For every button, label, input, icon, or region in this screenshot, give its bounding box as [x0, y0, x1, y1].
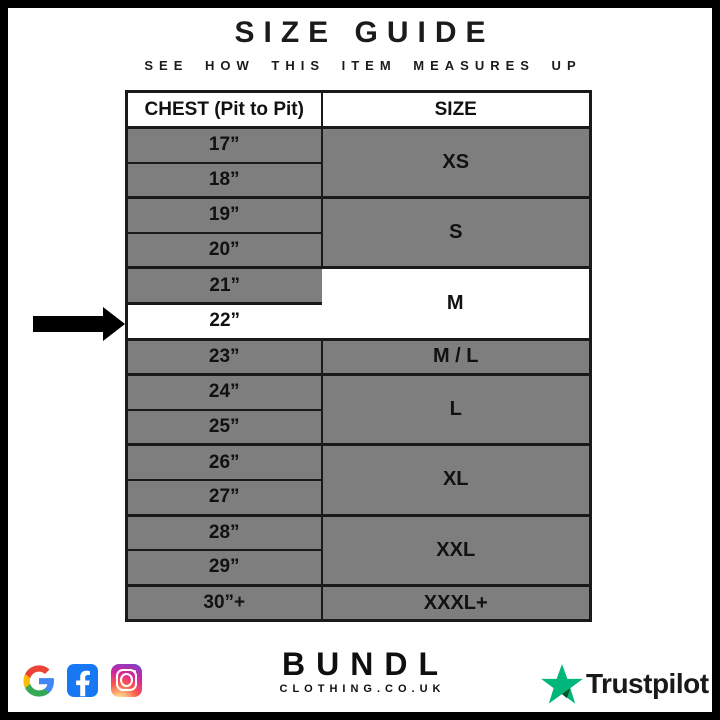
- size-cell: S: [322, 198, 591, 268]
- size-cell: XS: [322, 128, 591, 198]
- chest-measurement-cell: 30”+: [127, 585, 322, 621]
- chest-measurement-cell: 27”: [127, 480, 322, 515]
- chest-measurement-cell: 20”: [127, 233, 322, 268]
- size-cell: XL: [322, 445, 591, 515]
- brand-logo-text: BUNDL: [282, 646, 449, 682]
- indicator-arrow-icon: [33, 307, 125, 341]
- chest-measurement-cell: 23”: [127, 339, 322, 375]
- chest-measurement-cell: 18”: [127, 163, 322, 198]
- page-subtitle: SEE HOW THIS ITEM MEASURES UP: [144, 58, 582, 73]
- chest-measurement-cell: 19”: [127, 198, 322, 233]
- chest-measurement-cell: 26”: [127, 445, 322, 480]
- chest-measurement-cell: 24”: [127, 375, 322, 410]
- size-cell: M / L: [322, 339, 591, 375]
- table-header-row: [127, 92, 591, 128]
- chest-measurement-cell: 25”: [127, 410, 322, 445]
- size-cell: XXL: [322, 515, 591, 585]
- size-cell: M: [322, 268, 591, 339]
- table-row: [127, 339, 591, 375]
- table-row: [127, 198, 591, 233]
- table-row: [127, 585, 591, 621]
- page-title: SIZE GUIDE: [234, 16, 495, 49]
- chest-measurement-cell: 29”: [127, 550, 322, 585]
- table-row: [127, 128, 591, 163]
- size-table: [125, 90, 592, 622]
- table-row: [127, 515, 591, 550]
- size-column-header: SIZE: [322, 92, 591, 128]
- chest-measurement-cell: 28”: [127, 515, 322, 550]
- size-table-body: [127, 128, 591, 621]
- trustpilot-logo: [541, 664, 709, 704]
- chest-measurement-cell: 17”: [127, 128, 322, 163]
- trustpilot-star-icon: [541, 664, 583, 704]
- brand-domain-text: CLOTHING.CO.UK: [279, 683, 446, 695]
- chest-measurement-cell: 21”: [127, 268, 322, 304]
- table-row: [127, 445, 591, 480]
- table-row: [127, 375, 591, 410]
- chest-column-header: CHEST (Pit to Pit): [127, 92, 322, 128]
- chest-measurement-cell: 22”: [127, 303, 322, 339]
- trustpilot-wordmark: Trustpilot: [586, 668, 709, 699]
- size-cell: XXXL+: [322, 585, 591, 621]
- table-row: [127, 268, 591, 304]
- size-cell: L: [322, 375, 591, 445]
